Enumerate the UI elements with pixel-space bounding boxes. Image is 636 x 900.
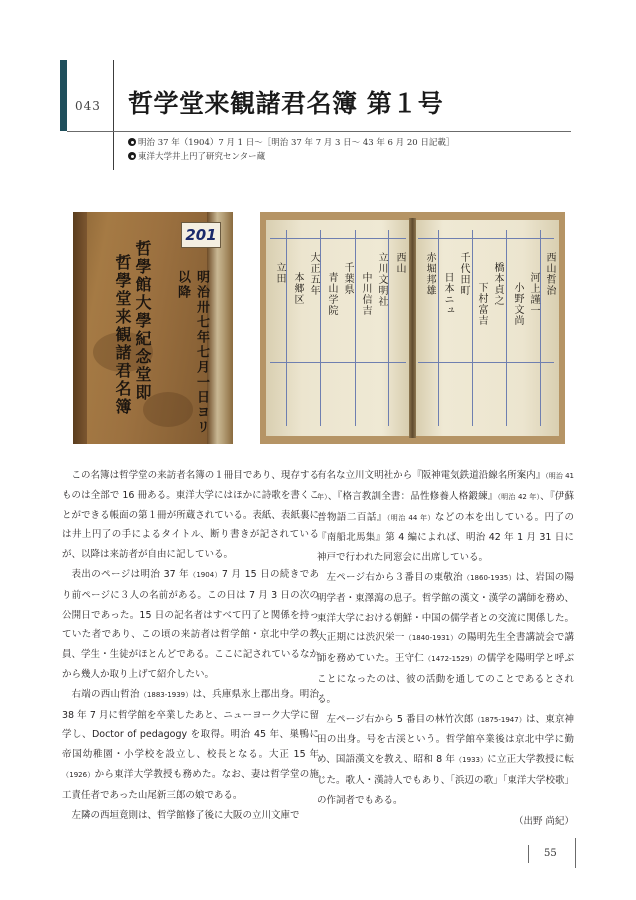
paragraph: 左隣の西垣竟則は、哲学館修了後に大阪の立川文庫で — [71, 809, 300, 821]
paragraph: この名簿は哲学堂の来訪者名簿の１冊目であり、現存するものは全部で 16 冊ある。東洋大学にはほかに詩歌を書くことができる帳面の第１冊が所蔵されている。表紙、表紙裏には井上円了の手によるタイトル、断り書きが記されているが、以降は来訪者が自由に記している。 — [62, 470, 319, 561]
text-run: （1926） — [62, 770, 95, 779]
ruled-line — [438, 230, 439, 426]
text-run: （1883-1939） — [139, 690, 193, 699]
meta-date — [128, 136, 454, 150]
text-run: の陽明先生全書講読会で講師を務めていた。王守仁 — [317, 632, 574, 665]
text-run: 左ページ右から 5 番目の林竹次郎 — [326, 713, 474, 725]
meta-date-text: 明治 37 年（1904）7 月 1 日～［明治 37 年 7 月 3 日～ 43 年 6 月 20 日記載］ — [138, 138, 455, 148]
handwritten-entry: 千葉県 — [342, 262, 353, 295]
handwritten-entry: 立川文明社 — [376, 252, 387, 307]
text-run: に立正大学教授に転じた。歌人・漢詩人でもあり、「浜辺の歌」「東洋大学校歌」の作詞者でもある。 — [317, 754, 574, 806]
text-run: は、兵庫県氷上郡出身。明治 38 年 7 月に哲学館を卒業したあと、ニューヨーク大学に留学し、Doctor of pedagogy を取得。明治 45 年、巣鴨に帝国幼稚園・小学校を設立し、校長となる。大正 15 年 — [62, 688, 319, 761]
body-column-left — [62, 466, 319, 825]
text-run: 、『格言教訓全書：品性修養人格鍛練』 — [327, 490, 498, 502]
bullet-icon — [128, 138, 136, 146]
ruled-line — [540, 230, 541, 426]
cover-title-line2: 哲學堂来観諸君名簿 — [113, 254, 132, 416]
header-divider — [113, 60, 114, 170]
handwritten-entry: 中川信吉 — [360, 272, 371, 316]
handwritten-entry: 下村富吉 — [476, 282, 487, 326]
ruled-line — [320, 230, 321, 426]
header-rule — [67, 131, 571, 132]
text-run: 有名な立川文明社から『阪神電気鉄道沿線名所案内』 — [317, 470, 546, 481]
open-register-photo — [260, 212, 565, 444]
paragraph — [62, 685, 319, 806]
handwritten-entry: 河上謹一 — [528, 272, 539, 316]
handwritten-entry: 大正五年 — [308, 252, 319, 296]
handwritten-entry: 本郷区 — [292, 272, 303, 305]
cover-title-line1: 哲學館大學紀念堂即 — [133, 240, 152, 402]
item-metadata — [128, 136, 454, 164]
text-run: （明治 42 年） — [497, 492, 541, 501]
text-run: 左ページ右から３番目の東敬治 — [326, 571, 463, 583]
text-run: 表出のページは明治 37 年 — [71, 568, 189, 580]
catalog-label: 201 — [181, 222, 221, 248]
paragraph — [317, 568, 574, 710]
handwritten-entry: 西山哲治 — [544, 252, 555, 296]
ruled-line — [472, 230, 473, 426]
meta-owner — [128, 150, 454, 164]
footer-divider — [528, 845, 529, 863]
meta-owner-text: 東洋大学井上円了研究センター蔵 — [138, 152, 266, 162]
page-title: 哲学堂来観諸君名簿 第１号 — [128, 89, 444, 118]
right-page — [414, 220, 559, 436]
handwritten-entry: 日本ニュ — [442, 272, 453, 316]
text-run: は、岩国の陽明学者・東澤瀉の息子。哲学館の漢文・漢学の講師を務め、東洋大学における朝鮮・中国の儒学者との交流に関係した。大正期には渋沢栄一 — [317, 571, 575, 644]
text-run: は、東京神田の出身。号を古渓という。哲学館卒業後は京北中学に勤め、国語漢文を教え、昭和 8 年 — [317, 713, 574, 766]
text-run: （1904） — [188, 570, 222, 579]
text-run: （明治 44 年） — [386, 513, 435, 522]
handwritten-entry: 西山 — [394, 252, 405, 274]
header-accent-bar — [60, 60, 67, 131]
ruled-line — [506, 230, 507, 426]
text-run: 7 月 15 日の続きであり前ページに３人の名前がある。この日は 7 月 3 日の次の公開日であった。15 日の記名者はすべて円了と関係を持っていた者であり、この頃の来訪者は哲学館・京北中学の教員、学生・生徒がほとんどである。ここに記されているなかから幾人か取り上げて紹介したい。 — [62, 568, 319, 680]
left-page — [266, 220, 411, 436]
text-run: 、『伊蘇普物語二百話』 — [317, 490, 574, 523]
text-run: から東洋大学教授も務めた。なお、妻は哲学堂の施工責任者であった山尾新三郎の娘である。 — [62, 768, 319, 801]
paragraph — [317, 466, 574, 568]
text-run: （1875-1947） — [473, 715, 526, 724]
handwritten-entry: 立田 — [274, 262, 285, 284]
paragraph — [62, 565, 319, 685]
text-run: （1840-1931） — [404, 634, 458, 643]
ruled-line — [286, 230, 287, 426]
paragraph — [317, 710, 574, 811]
text-run: の儒学を陽明学と呼ぶことになったのは、彼の活動を通してのことであるとされる。 — [317, 653, 574, 705]
handwritten-entry: 橋本貞之 — [492, 262, 503, 306]
ruled-line — [355, 230, 356, 426]
handwritten-entry: 青山学院 — [326, 272, 337, 316]
handwritten-entry: 赤堀邦雄 — [424, 252, 435, 296]
handwritten-entry: 千代田町 — [458, 252, 469, 296]
text-run: などの本を出している。円了の『南船北馬集』第 4 編によれば、明治 42 年 1 月 31 日に神戸で行われた同窓会に出席している。 — [317, 511, 574, 564]
handwritten-entry: 小野文尚 — [512, 282, 523, 326]
footer-divider — [575, 838, 576, 868]
book-spine — [73, 212, 87, 444]
body-column-right — [317, 466, 574, 831]
book-cover-photo — [73, 212, 233, 444]
item-number: 043 — [75, 99, 101, 113]
page-number: 55 — [544, 848, 557, 859]
ruled-line — [388, 230, 389, 426]
ruled-line — [270, 362, 406, 363]
author-credit: （出野 尚紀） — [513, 815, 574, 827]
text-run: （明治 41 年） — [317, 472, 574, 501]
text-run: 右端の西山哲治 — [71, 688, 140, 700]
text-run: （1860-1935） — [462, 573, 516, 582]
ruled-line — [270, 238, 406, 239]
cover-date: 明治卅七年七月一日ヨリ以降 — [175, 270, 209, 435]
book-gutter — [409, 218, 416, 438]
bullet-icon — [128, 152, 136, 160]
text-run: （1933） — [455, 756, 488, 765]
text-run: （1472-1529） — [424, 655, 477, 664]
